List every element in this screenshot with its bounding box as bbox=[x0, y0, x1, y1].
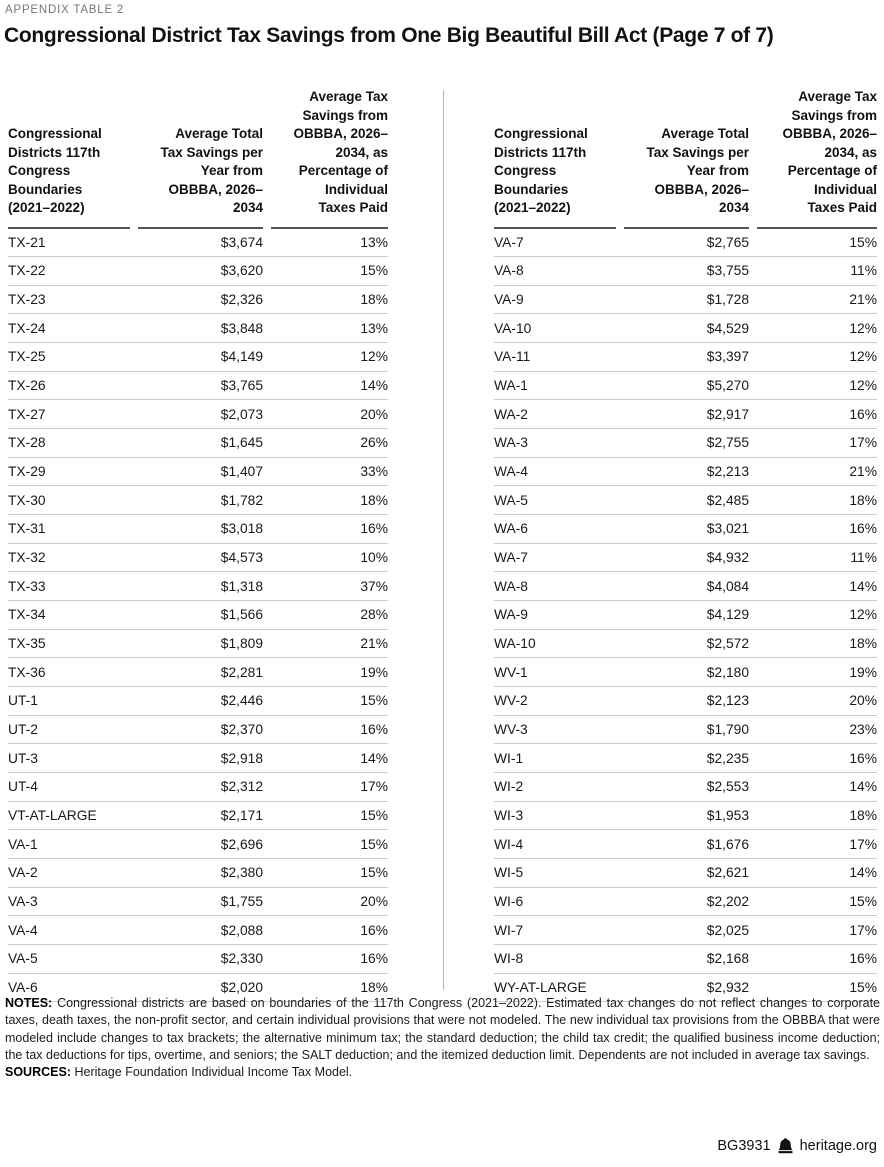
cell-savings: $1,782 bbox=[220, 492, 263, 508]
cell-district: TX-27 bbox=[8, 406, 46, 422]
cell-savings: $1,676 bbox=[706, 836, 749, 852]
table-row bbox=[494, 257, 877, 286]
table-row bbox=[494, 945, 877, 974]
table-row bbox=[8, 716, 388, 745]
table-row bbox=[494, 343, 877, 372]
cell-percent: 18% bbox=[360, 492, 388, 508]
table-row bbox=[8, 888, 388, 917]
cell-percent: 20% bbox=[849, 693, 877, 709]
cell-percent: 15% bbox=[360, 836, 388, 852]
table-row bbox=[8, 372, 388, 401]
page-title: Congressional District Tax Savings from One Big Beautiful Bill Act (Page 7 of 7) bbox=[4, 24, 774, 47]
cell-percent: 21% bbox=[849, 464, 877, 480]
cell-district: WA-4 bbox=[494, 464, 528, 480]
cell-percent: 17% bbox=[849, 435, 877, 451]
table-row bbox=[494, 802, 877, 831]
cell-percent: 16% bbox=[360, 951, 388, 967]
cell-savings: $3,765 bbox=[220, 378, 263, 394]
cell-district: WI-1 bbox=[494, 750, 524, 766]
cell-percent: 12% bbox=[849, 378, 877, 394]
table-row bbox=[494, 630, 877, 659]
sources-text: Heritage Foundation Individual Income Tax Model. bbox=[74, 1065, 353, 1080]
cell-percent: 18% bbox=[360, 979, 388, 995]
table-row bbox=[494, 888, 877, 917]
table-row bbox=[494, 515, 877, 544]
cell-savings: $2,202 bbox=[706, 893, 749, 909]
cell-savings: $3,397 bbox=[706, 349, 749, 365]
cell-savings: $2,765 bbox=[706, 234, 749, 250]
cell-percent: 16% bbox=[849, 750, 877, 766]
cell-district: VA-3 bbox=[8, 893, 38, 909]
cell-district: TX-29 bbox=[8, 464, 46, 480]
cell-percent: 14% bbox=[849, 578, 877, 594]
cell-district: TX-25 bbox=[8, 349, 46, 365]
table-row bbox=[8, 572, 388, 601]
cell-percent: 10% bbox=[360, 550, 388, 566]
cell-savings: $2,330 bbox=[220, 951, 263, 967]
cell-district: WA-2 bbox=[494, 406, 528, 422]
cell-percent: 21% bbox=[360, 636, 388, 652]
appendix-table-label: APPENDIX TABLE 2 bbox=[5, 4, 125, 16]
cell-district: WV-1 bbox=[494, 664, 528, 680]
cell-district: TX-32 bbox=[8, 550, 46, 566]
table-row bbox=[494, 830, 877, 859]
cell-savings: $2,326 bbox=[220, 292, 263, 308]
cell-district: UT-2 bbox=[8, 721, 38, 737]
column-header-savings-percentage: Average Tax Savings from OBBBA, 2026–2034, as Percentage of Individual Taxes Paid bbox=[757, 88, 877, 229]
table-row bbox=[494, 716, 877, 745]
table-row bbox=[8, 314, 388, 343]
cell-savings: $3,021 bbox=[706, 521, 749, 537]
cell-savings: $1,566 bbox=[220, 607, 263, 623]
notes-label: NOTES: bbox=[5, 996, 53, 1010]
tax-savings-table-left bbox=[8, 88, 388, 1002]
cell-savings: $2,312 bbox=[220, 779, 263, 795]
cell-percent: 14% bbox=[849, 865, 877, 881]
cell-savings: $2,235 bbox=[706, 750, 749, 766]
cell-savings: $1,645 bbox=[220, 435, 263, 451]
table-row bbox=[8, 658, 388, 687]
table-row bbox=[8, 916, 388, 945]
cell-percent: 19% bbox=[360, 664, 388, 680]
cell-savings: $4,149 bbox=[220, 349, 263, 365]
table-row bbox=[8, 945, 388, 974]
table-row bbox=[494, 486, 877, 515]
column-header-avg-total-savings: Average Total Tax Savings per Year from OBBBA, 2026–2034 bbox=[624, 88, 749, 229]
cell-savings: $3,620 bbox=[220, 263, 263, 279]
cell-district: WA-5 bbox=[494, 492, 528, 508]
cell-district: WA-10 bbox=[494, 636, 536, 652]
document-id: BG3931 bbox=[717, 1138, 771, 1154]
table-header-row bbox=[494, 88, 877, 229]
cell-district: TX-21 bbox=[8, 234, 46, 250]
column-header-savings-percentage: Average Tax Savings from OBBBA, 2026–2034, as Percentage of Individual Taxes Paid bbox=[271, 88, 388, 229]
table-row bbox=[8, 773, 388, 802]
cell-savings: $2,553 bbox=[706, 779, 749, 795]
cell-district: VT-AT-LARGE bbox=[8, 807, 97, 823]
cell-savings: $2,213 bbox=[706, 464, 749, 480]
notes-block bbox=[5, 995, 880, 1081]
cell-district: WY-AT-LARGE bbox=[494, 979, 587, 995]
table-row bbox=[8, 802, 388, 831]
cell-savings: $2,168 bbox=[706, 951, 749, 967]
cell-percent: 18% bbox=[849, 492, 877, 508]
cell-savings: $1,790 bbox=[706, 721, 749, 737]
cell-percent: 21% bbox=[849, 292, 877, 308]
cell-percent: 23% bbox=[849, 721, 877, 737]
cell-savings: $2,025 bbox=[706, 922, 749, 938]
cell-percent: 33% bbox=[360, 464, 388, 480]
cell-percent: 15% bbox=[360, 263, 388, 279]
cell-district: UT-4 bbox=[8, 779, 38, 795]
cell-percent: 15% bbox=[360, 693, 388, 709]
table-row bbox=[494, 658, 877, 687]
cell-percent: 14% bbox=[360, 750, 388, 766]
cell-district: VA-1 bbox=[8, 836, 38, 852]
cell-savings: $2,446 bbox=[220, 693, 263, 709]
cell-district: WA-3 bbox=[494, 435, 528, 451]
site-link: heritage.org bbox=[799, 1138, 877, 1154]
column-header-avg-total-savings: Average Total Tax Savings per Year from OBBBA, 2026–2034 bbox=[138, 88, 263, 229]
cell-district: TX-22 bbox=[8, 263, 46, 279]
table-column-divider bbox=[443, 90, 444, 990]
cell-percent: 16% bbox=[360, 721, 388, 737]
notes-paragraph bbox=[5, 995, 880, 1064]
cell-district: WV-3 bbox=[494, 721, 528, 737]
cell-percent: 18% bbox=[360, 292, 388, 308]
table-row bbox=[8, 343, 388, 372]
column-header-districts: Congressional Districts 117th Congress Boundaries (2021–2022) bbox=[494, 88, 616, 229]
cell-percent: 15% bbox=[849, 979, 877, 995]
cell-savings: $4,573 bbox=[220, 550, 263, 566]
cell-district: WV-2 bbox=[494, 693, 528, 709]
cell-district: WA-7 bbox=[494, 550, 528, 566]
cell-savings: $2,281 bbox=[220, 664, 263, 680]
cell-savings: $2,755 bbox=[706, 435, 749, 451]
cell-district: TX-35 bbox=[8, 636, 46, 652]
cell-savings: $1,407 bbox=[220, 464, 263, 480]
table-row bbox=[494, 601, 877, 630]
table-row bbox=[494, 229, 877, 258]
cell-district: TX-26 bbox=[8, 378, 46, 394]
cell-percent: 16% bbox=[849, 406, 877, 422]
table-header-row bbox=[8, 88, 388, 229]
table-row bbox=[494, 314, 877, 343]
cell-percent: 14% bbox=[849, 779, 877, 795]
table-row bbox=[8, 630, 388, 659]
cell-district: VA-5 bbox=[8, 951, 38, 967]
page-footer bbox=[717, 1138, 877, 1154]
cell-percent: 12% bbox=[849, 349, 877, 365]
cell-district: UT-1 bbox=[8, 693, 38, 709]
cell-percent: 15% bbox=[360, 865, 388, 881]
cell-percent: 15% bbox=[360, 807, 388, 823]
table-row bbox=[494, 773, 877, 802]
cell-district: TX-24 bbox=[8, 320, 46, 336]
cell-percent: 12% bbox=[849, 607, 877, 623]
cell-percent: 17% bbox=[360, 779, 388, 795]
cell-savings: $2,171 bbox=[220, 807, 263, 823]
cell-percent: 16% bbox=[849, 951, 877, 967]
cell-district: VA-8 bbox=[494, 263, 524, 279]
cell-savings: $2,073 bbox=[220, 406, 263, 422]
cell-savings: $2,020 bbox=[220, 979, 263, 995]
cell-district: TX-34 bbox=[8, 607, 46, 623]
cell-percent: 12% bbox=[849, 320, 877, 336]
heritage-bell-icon bbox=[777, 1138, 794, 1154]
table-row bbox=[494, 286, 877, 315]
cell-savings: $2,370 bbox=[220, 721, 263, 737]
cell-savings: $2,180 bbox=[706, 664, 749, 680]
cell-percent: 37% bbox=[360, 578, 388, 594]
cell-savings: $3,674 bbox=[220, 234, 263, 250]
cell-percent: 15% bbox=[849, 234, 877, 250]
cell-percent: 26% bbox=[360, 435, 388, 451]
cell-savings: $2,621 bbox=[706, 865, 749, 881]
cell-savings: $1,728 bbox=[706, 292, 749, 308]
table-row bbox=[8, 286, 388, 315]
cell-savings: $2,380 bbox=[220, 865, 263, 881]
table-body-left bbox=[8, 229, 388, 1003]
cell-savings: $2,917 bbox=[706, 406, 749, 422]
cell-district: WI-4 bbox=[494, 836, 524, 852]
cell-percent: 14% bbox=[360, 378, 388, 394]
cell-percent: 13% bbox=[360, 320, 388, 336]
cell-savings: $3,018 bbox=[220, 521, 263, 537]
table-row bbox=[8, 601, 388, 630]
cell-savings: $3,755 bbox=[706, 263, 749, 279]
table-row bbox=[8, 744, 388, 773]
cell-percent: 19% bbox=[849, 664, 877, 680]
table-row bbox=[8, 400, 388, 429]
cell-savings: $2,932 bbox=[706, 979, 749, 995]
cell-percent: 11% bbox=[850, 550, 877, 566]
cell-district: WA-8 bbox=[494, 578, 528, 594]
table-row bbox=[494, 687, 877, 716]
cell-district: UT-3 bbox=[8, 750, 38, 766]
cell-district: TX-30 bbox=[8, 492, 46, 508]
cell-savings: $1,809 bbox=[220, 636, 263, 652]
column-header-districts: Congressional Districts 117th Congress Boundaries (2021–2022) bbox=[8, 88, 130, 229]
cell-district: TX-31 bbox=[8, 521, 46, 537]
table-row bbox=[494, 916, 877, 945]
cell-percent: 20% bbox=[360, 406, 388, 422]
table-row bbox=[494, 429, 877, 458]
table-row bbox=[8, 544, 388, 573]
table-row bbox=[8, 257, 388, 286]
cell-district: VA-2 bbox=[8, 865, 38, 881]
table-row bbox=[494, 372, 877, 401]
cell-percent: 11% bbox=[850, 263, 877, 279]
cell-percent: 13% bbox=[360, 234, 388, 250]
table-row bbox=[8, 830, 388, 859]
cell-district: TX-33 bbox=[8, 578, 46, 594]
cell-savings: $4,932 bbox=[706, 550, 749, 566]
table-row bbox=[8, 229, 388, 258]
cell-percent: 16% bbox=[360, 922, 388, 938]
cell-savings: $4,529 bbox=[706, 320, 749, 336]
cell-percent: 16% bbox=[360, 521, 388, 537]
cell-district: WI-7 bbox=[494, 922, 524, 938]
table-row bbox=[8, 458, 388, 487]
table-row bbox=[494, 744, 877, 773]
table-row bbox=[8, 429, 388, 458]
cell-percent: 12% bbox=[360, 349, 388, 365]
sources-label: SOURCES: bbox=[5, 1065, 71, 1080]
cell-district: WA-9 bbox=[494, 607, 528, 623]
table-row bbox=[494, 458, 877, 487]
cell-savings: $2,918 bbox=[220, 750, 263, 766]
table-row bbox=[8, 859, 388, 888]
cell-district: VA-4 bbox=[8, 922, 38, 938]
table-row bbox=[494, 544, 877, 573]
cell-savings: $2,485 bbox=[706, 492, 749, 508]
sources-paragraph bbox=[5, 1064, 880, 1081]
cell-percent: 20% bbox=[360, 893, 388, 909]
table-row bbox=[494, 400, 877, 429]
cell-percent: 18% bbox=[849, 807, 877, 823]
cell-savings: $4,084 bbox=[706, 578, 749, 594]
table-row bbox=[494, 572, 877, 601]
cell-district: WI-8 bbox=[494, 951, 524, 967]
cell-district: WA-1 bbox=[494, 378, 528, 394]
tax-savings-table-right bbox=[494, 88, 877, 1002]
cell-district: VA-6 bbox=[8, 979, 38, 995]
cell-district: WI-6 bbox=[494, 893, 524, 909]
cell-district: VA-7 bbox=[494, 234, 524, 250]
cell-savings: $1,755 bbox=[220, 893, 263, 909]
cell-district: TX-36 bbox=[8, 664, 46, 680]
cell-percent: 15% bbox=[849, 893, 877, 909]
cell-district: VA-10 bbox=[494, 320, 532, 336]
cell-percent: 28% bbox=[360, 607, 388, 623]
table-row bbox=[8, 486, 388, 515]
cell-percent: 18% bbox=[849, 636, 877, 652]
cell-savings: $5,270 bbox=[706, 378, 749, 394]
cell-district: WI-2 bbox=[494, 779, 524, 795]
cell-savings: $2,123 bbox=[706, 693, 749, 709]
cell-district: TX-28 bbox=[8, 435, 46, 451]
table-body-right bbox=[494, 229, 877, 1003]
cell-district: WI-5 bbox=[494, 865, 524, 881]
cell-percent: 17% bbox=[849, 922, 877, 938]
cell-savings: $2,696 bbox=[220, 836, 263, 852]
cell-savings: $2,572 bbox=[706, 636, 749, 652]
cell-percent: 17% bbox=[849, 836, 877, 852]
notes-text: Congressional districts are based on boundaries of the 117th Congress (2021–2022). Estimated tax changes do not reflect changes to corporate taxes, death taxes, the non-profit sector, and certain individual provisions that were not modeled. The new individual tax provisions from the OBBBA that were modeled include changes to tax brackets; the alternative minimum tax; the standard deduction; the child tax credit; the qualified business income deduction; the tax deductions for tips, overtime, and seniors; the SALT deduction; and the itemized deduction limit. Dependents are not included in average tax savings. bbox=[5, 996, 880, 1062]
cell-district: VA-9 bbox=[494, 292, 524, 308]
cell-district: TX-23 bbox=[8, 292, 46, 308]
table-row bbox=[8, 687, 388, 716]
table-row bbox=[494, 859, 877, 888]
cell-savings: $1,953 bbox=[706, 807, 749, 823]
cell-district: WA-6 bbox=[494, 521, 528, 537]
cell-savings: $1,318 bbox=[220, 578, 263, 594]
cell-district: VA-11 bbox=[494, 349, 531, 365]
table-row bbox=[8, 515, 388, 544]
cell-savings: $4,129 bbox=[706, 607, 749, 623]
cell-district: WI-3 bbox=[494, 807, 524, 823]
cell-savings: $2,088 bbox=[220, 922, 263, 938]
cell-percent: 16% bbox=[849, 521, 877, 537]
cell-savings: $3,848 bbox=[220, 320, 263, 336]
